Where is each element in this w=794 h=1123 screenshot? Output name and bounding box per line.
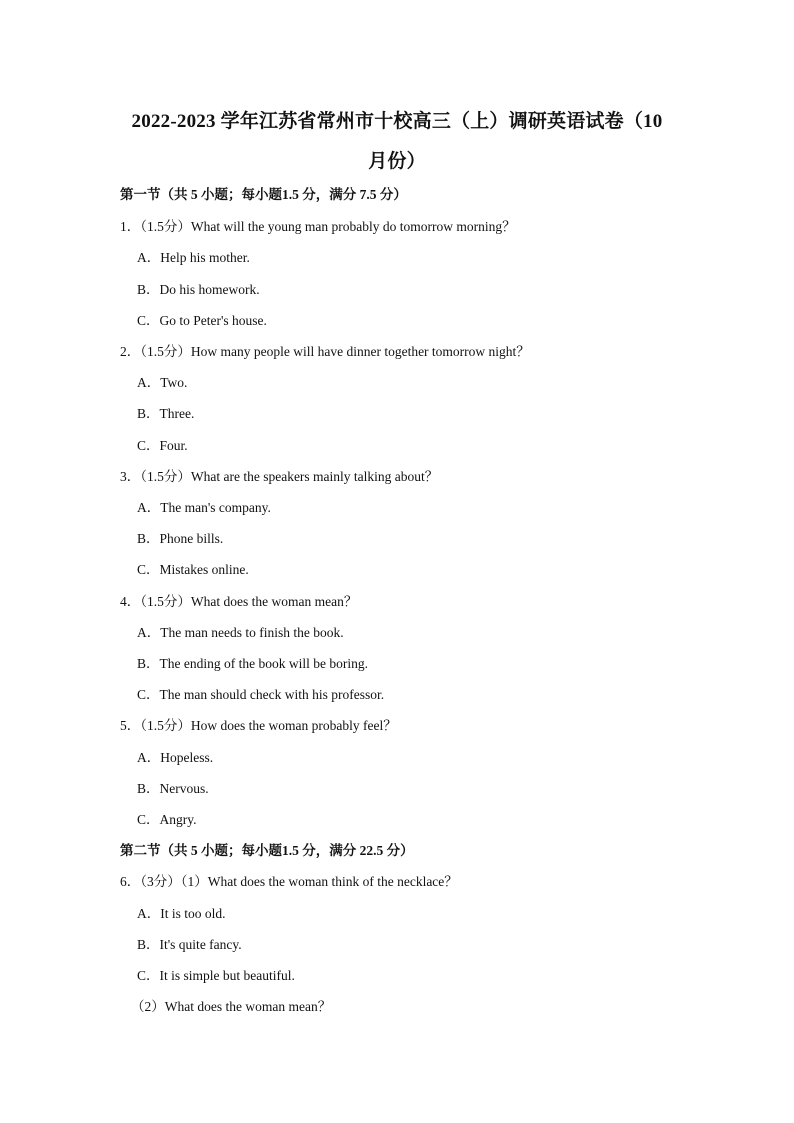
question-3-stem: 3．（1.5分）What are the speakers mainly talking about？: [120, 469, 439, 484]
question-4-stem: 4．（1.5分）What does the woman mean？: [120, 594, 358, 609]
section-heading-2: 第二节（共 5 小题；每小题1.5 分，满分 22.5 分）: [120, 843, 414, 858]
question-2-option-b: B．Three.: [137, 406, 195, 421]
question-3-option-c: C．Mistakes online.: [137, 562, 249, 577]
section-heading-1: 第一节（共 5 小题；每小题1.5 分，满分 7.5 分）: [120, 187, 407, 202]
question-4-option-b: B．The ending of the book will be boring.: [137, 656, 368, 671]
question-6-stem: 6．（3分）（1）What does the woman think of the necklace？: [120, 874, 458, 889]
question-3-option-a: A．The man's company.: [137, 500, 271, 515]
question-5-option-b: B．Nervous.: [137, 781, 209, 796]
question-1-stem: 1．（1.5分）What will the young man probably do tomorrow morning？: [120, 219, 516, 234]
question-4-option-a: A．The man needs to finish the book.: [137, 625, 344, 640]
question-6-option-b: B．It's quite fancy.: [137, 937, 242, 952]
question-1-option-b: B．Do his homework.: [137, 282, 260, 297]
question-2-option-a: A．Two.: [137, 375, 188, 390]
question-5-option-a: A．Hopeless.: [137, 750, 214, 765]
question-6-sub-2-stem: （2）What does the woman mean？: [131, 999, 332, 1014]
question-1-option-c: C．Go to Peter's house.: [137, 313, 267, 328]
question-5-option-c: C．Angry.: [137, 812, 197, 827]
question-2-option-c: C．Four.: [137, 438, 188, 453]
question-6-option-c: C．It is simple but beautiful.: [137, 968, 295, 983]
question-5-stem: 5．（1.5分）How does the woman probably feel？: [120, 718, 397, 733]
question-3-option-b: B．Phone bills.: [137, 531, 224, 546]
question-1-option-a: A．Help his mother.: [137, 250, 250, 265]
question-2-stem: 2．（1.5分）How many people will have dinner together tomorrow night？: [120, 344, 530, 359]
exam-title-line-2: 月份）: [368, 151, 426, 172]
exam-title-line-1: 2022-2023 学年江苏省常州市十校高三（上）调研英语试卷（10: [131, 111, 663, 132]
question-6-option-a: A．It is too old.: [137, 906, 226, 921]
question-4-option-c: C．The man should check with his professor.: [137, 687, 385, 702]
